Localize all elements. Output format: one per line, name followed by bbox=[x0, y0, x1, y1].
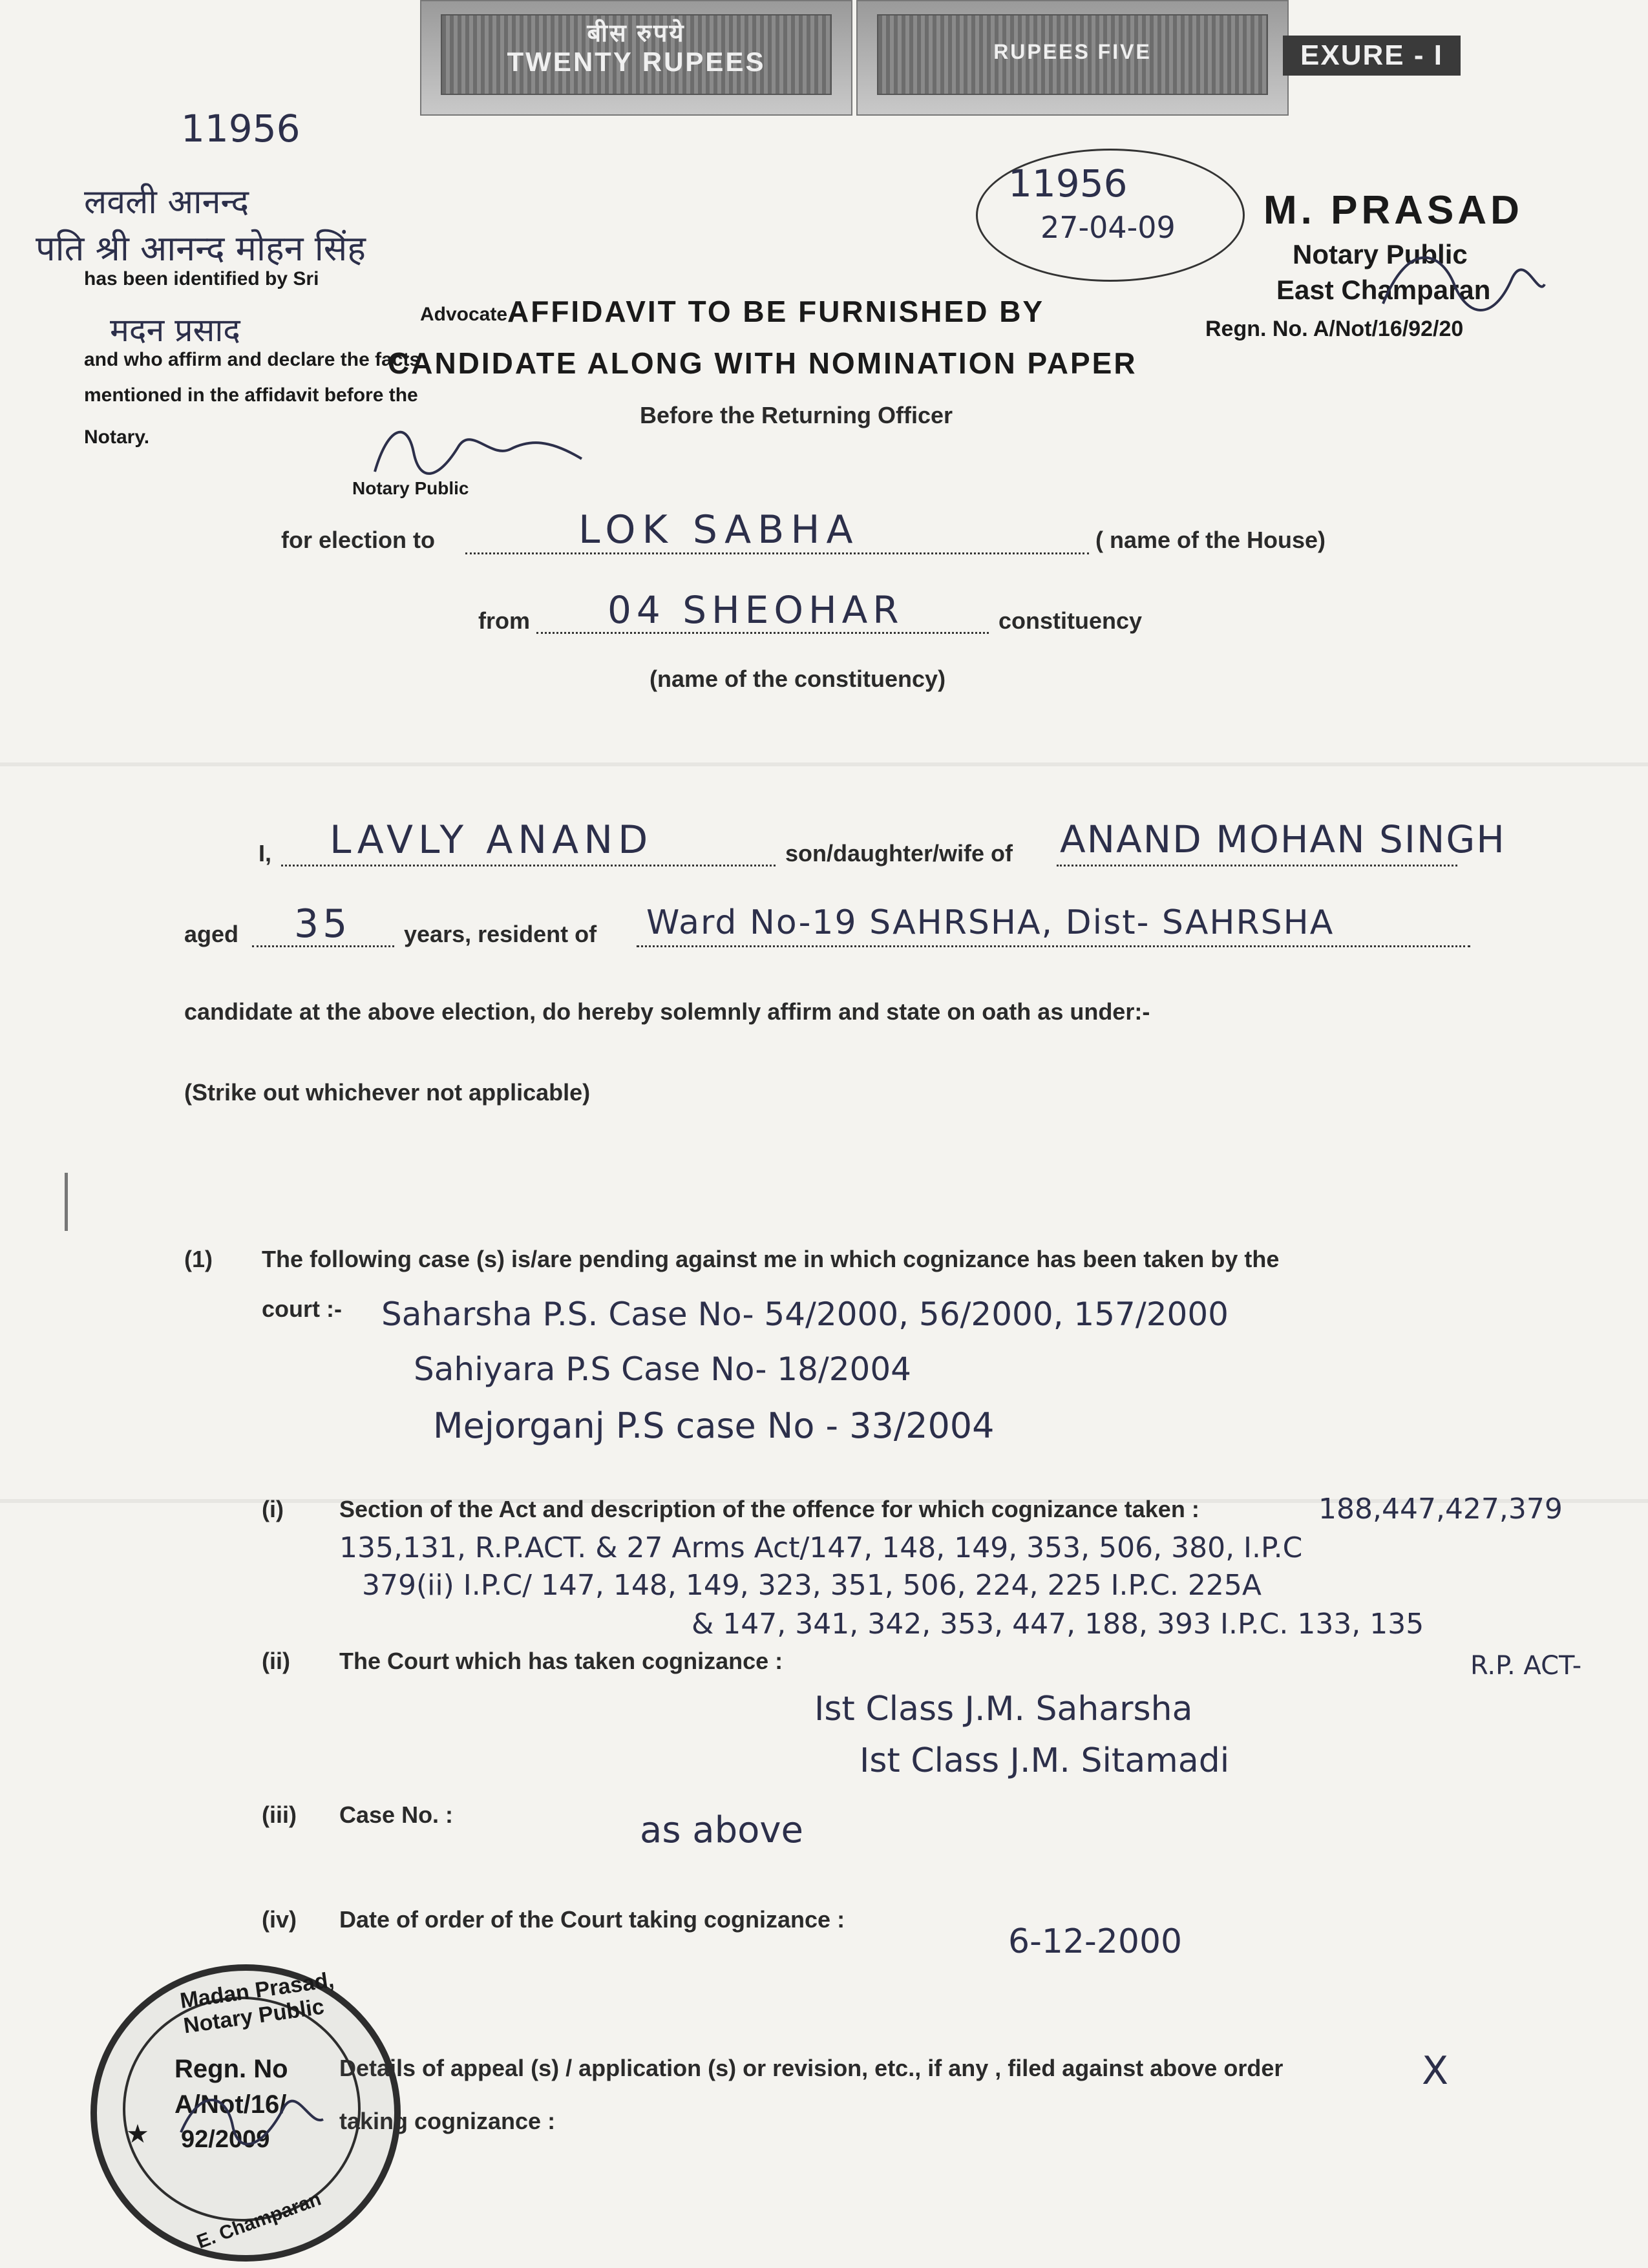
candidate-i-label: I, bbox=[259, 840, 272, 866]
item-i-answer-5: R.P. ACT- bbox=[1470, 1651, 1582, 1681]
stamp-hindi-text: बीस रुपये bbox=[587, 20, 686, 47]
candidate-age: 35 bbox=[294, 901, 352, 947]
oval-stamp-number: 11956 bbox=[1008, 162, 1128, 205]
item-v-label-2: taking cognizance : bbox=[339, 2108, 556, 2134]
stamp-english-text: RUPEES FIVE bbox=[993, 40, 1152, 63]
house-suffix: ( name of the House) bbox=[1095, 527, 1326, 553]
notary-signoff-text: Notary Public bbox=[352, 478, 469, 498]
heading-line-1: AFFIDAVIT TO BE FURNISHED BY bbox=[507, 295, 1045, 328]
item-i-answer-3: 379(ii) I.P.C/ 147, 148, 149, 323, 351, 506, 224, 225 I.P.C. 225A bbox=[362, 1569, 1262, 1602]
stamp-five-rupees bbox=[856, 0, 1289, 116]
item-iv-number: (iv) bbox=[262, 1906, 297, 1933]
notary-signature bbox=[362, 414, 595, 491]
item-iii-number: (iii) bbox=[262, 1801, 297, 1828]
candidate-address: Ward No-19 SAHRSHA, Dist- SAHRSHA bbox=[646, 903, 1335, 942]
item-ii-answer-2: Ist Class J.M. Sitamadi bbox=[860, 1741, 1230, 1780]
item-iv-label: Date of order of the Court taking cognizance : bbox=[339, 1906, 845, 1933]
candidate-declaration: candidate at the above election, do hereby solemnly affirm and state on oath as under:- bbox=[184, 998, 1150, 1025]
notary-seal-place: East Champaran bbox=[1276, 275, 1491, 305]
annexure-label: EXURE - I bbox=[1283, 36, 1461, 76]
candidate-name-fill-line bbox=[281, 865, 776, 866]
item-i-label: Section of the Act and description of the offence for which cognizance taken : bbox=[339, 1496, 1199, 1522]
notary-line-hindi-2: पति श्री आनन्द मोहन सिंह bbox=[36, 228, 366, 269]
item-iii-label: Case No. : bbox=[339, 1801, 454, 1828]
item-i-answer-1: 188,447,427,379 bbox=[1318, 1493, 1563, 1526]
candidate-aged-label: aged bbox=[184, 921, 239, 947]
seal-regn: Regn. No bbox=[174, 2055, 288, 2083]
from-label: from bbox=[478, 607, 530, 634]
relation-fill-line bbox=[1057, 865, 1457, 866]
candidate-name: LAVLY ANAND bbox=[330, 817, 653, 863]
notary-line-hindi-1: लवली आनन्द bbox=[84, 183, 249, 222]
constituency-note: (name of the constituency) bbox=[650, 666, 946, 692]
section-1-court-label: court :- bbox=[262, 1296, 342, 1322]
notary-seal-title: Notary Public bbox=[1293, 239, 1468, 269]
staple-mark bbox=[65, 1173, 68, 1231]
strike-note: (Strike out whichever not applicable) bbox=[184, 1079, 591, 1106]
notary-declare-text: and who affirm and declare the facts bbox=[84, 349, 421, 370]
section-1-text: The following case (s) is/are pending against me in which cognizance has been taken by the bbox=[262, 1246, 1280, 1272]
notary-seal-regn: Regn. No. A/Not/16/92/20 bbox=[1205, 317, 1464, 341]
heading-subtitle: Before the Returning Officer bbox=[640, 402, 953, 428]
notary-mentioned-text: mentioned in the affidavit before the bbox=[84, 384, 418, 406]
item-i-answer-4: & 147, 341, 342, 353, 447, 188, 393 I.P.C. 133, 135 bbox=[692, 1608, 1424, 1641]
house-fill-line bbox=[465, 552, 1089, 554]
notary-notary-text: Notary. bbox=[84, 426, 150, 448]
case-line-1: Saharsha P.S. Case No- 54/2000, 56/2000, 157/2000 bbox=[381, 1296, 1229, 1333]
constituency-suffix: constituency bbox=[998, 607, 1143, 634]
candidate-years-label: years, resident of bbox=[404, 921, 597, 947]
seal-place: E. Champaran bbox=[194, 2188, 324, 2253]
notary-entry-number: 11956 bbox=[181, 107, 301, 151]
notary-advocate-text: Advocate bbox=[420, 304, 508, 325]
seal-signature bbox=[174, 2081, 330, 2152]
heading-line-2: CANDIDATE ALONG WITH NOMINATION PAPER bbox=[388, 346, 1137, 380]
section-1-number: (1) bbox=[184, 1246, 213, 1272]
item-v-label: Details of appeal (s) / application (s) or revision, etc., if any , filed against above order bbox=[339, 2055, 1284, 2081]
seal-regn-2: A/Not/16/ bbox=[174, 2090, 287, 2119]
notary-seal-name: M. PRASAD bbox=[1263, 188, 1523, 233]
stamp-english-text: TWENTY RUPEES bbox=[507, 47, 766, 77]
case-line-2: Sahiyara P.S Case No- 18/2004 bbox=[414, 1350, 911, 1388]
item-ii-label: The Court which has taken cognizance : bbox=[339, 1648, 783, 1674]
candidate-relation-label: son/daughter/wife of bbox=[785, 840, 1013, 866]
constituency-fill-line bbox=[536, 632, 989, 634]
paper-crease bbox=[0, 762, 1648, 766]
notary-identifier-name: मदन प्रसाद bbox=[110, 311, 240, 349]
notary-seal-signature bbox=[1370, 226, 1551, 336]
item-v-answer: X bbox=[1422, 2048, 1449, 2094]
item-i-number: (i) bbox=[262, 1496, 284, 1522]
stamp-twenty-rupees bbox=[420, 0, 852, 116]
seal-ring-text: Madan Prasad, Notary Public bbox=[178, 1967, 336, 2039]
oval-stamp-date: 27-04-09 bbox=[1041, 210, 1176, 245]
item-iv-answer: 6-12-2000 bbox=[1008, 1922, 1183, 1961]
item-iii-answer: as above bbox=[640, 1809, 804, 1851]
seal-star-icon: ★ bbox=[126, 2120, 149, 2148]
item-i-answer-2: 135,131, R.P.ACT. & 27 Arms Act/147, 148, 149, 353, 506, 380, I.P.C bbox=[339, 1531, 1303, 1564]
notary-identified-text: has been identified by Sri bbox=[84, 268, 319, 289]
constituency-name: 04 SHEOHAR bbox=[607, 588, 904, 632]
election-prefix: for election to bbox=[281, 527, 436, 553]
item-ii-number: (ii) bbox=[262, 1648, 290, 1674]
house-name: LOK SABHA bbox=[578, 507, 860, 552]
address-fill-line bbox=[637, 945, 1470, 947]
candidate-relation-name: ANAND MOHAN SINGH bbox=[1060, 817, 1506, 861]
case-line-3: Mejorganj P.S case No - 33/2004 bbox=[433, 1405, 995, 1446]
item-ii-answer-1: Ist Class J.M. Saharsha bbox=[814, 1690, 1193, 1728]
seal-regn-3: 92/2009 bbox=[181, 2126, 270, 2153]
